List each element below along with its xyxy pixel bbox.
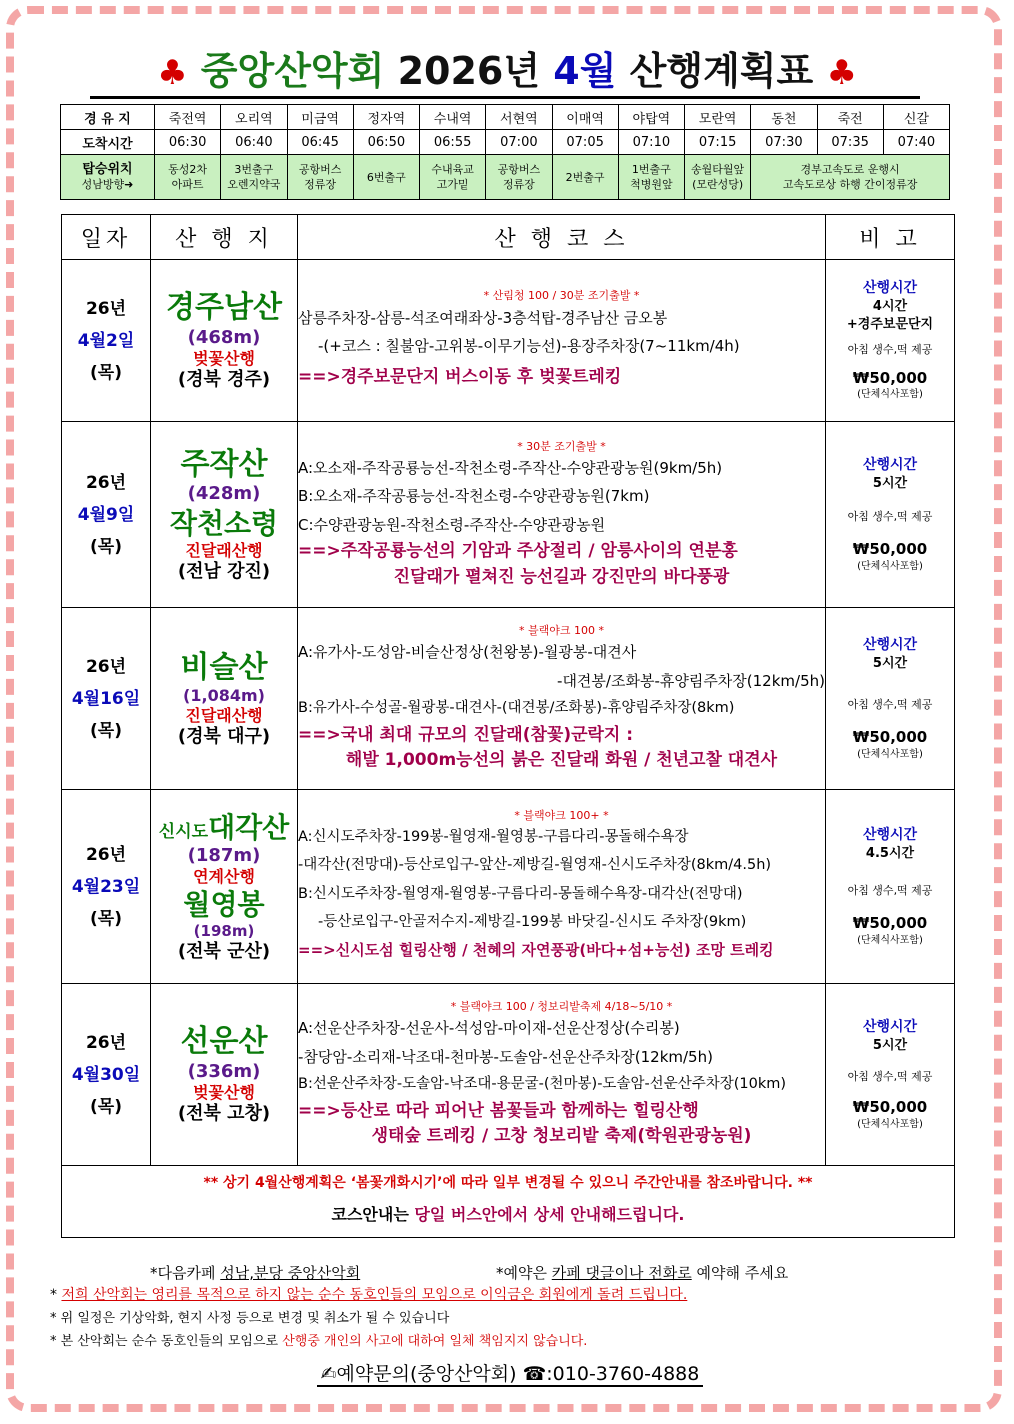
mountain-altitude: (187m) <box>187 844 261 866</box>
title-org: 중앙산악회 <box>200 49 385 93</box>
price: ₩50,000 <box>852 369 928 388</box>
course-highlight: ==>경주보문단지 버스이동 후 벚꽃트레킹 <box>298 366 622 387</box>
stop-time: 07:35 <box>817 130 883 155</box>
mountain-name: 비슬산 <box>180 649 268 685</box>
schedule-table <box>61 214 955 1238</box>
trip-date <box>62 260 151 422</box>
hike-time-label: 산행시간 <box>862 280 918 297</box>
course-line: B:오소재-주작공룡능선-작천소령-수양관광농원(7km) <box>298 487 650 506</box>
price: ₩50,000 <box>852 728 928 747</box>
price: ₩50,000 <box>852 540 928 559</box>
hike-time-value: 5시간 <box>872 475 908 491</box>
course-note: * 블랙야크 100 * <box>519 624 604 638</box>
club-right-icon: ♣ <box>826 53 857 93</box>
mountain-altitude: (1,084m) <box>183 686 265 705</box>
stops-table <box>60 104 950 200</box>
title-year: 2026년 <box>397 49 541 93</box>
phone-number: ☎:010-3760-4888 <box>522 1363 700 1385</box>
loc-line: 동성2차 <box>168 163 208 176</box>
stops-time-row <box>61 130 950 155</box>
price-note: (단체식사포함) <box>857 934 923 946</box>
stop-place: 이매역 <box>552 105 618 130</box>
cafe-reserve-line <box>50 1262 970 1284</box>
course-note: * 블랙야크 100 / 청보리밭축제 4/18~5/10 * <box>450 1000 673 1014</box>
trip-course <box>298 260 826 422</box>
mountain-altitude: (468m) <box>187 326 261 348</box>
stop-time: 06:55 <box>420 130 486 155</box>
mountain-name: 주작산 <box>180 446 268 482</box>
notice-line <box>50 1284 970 1307</box>
stop-time: 06:40 <box>221 130 287 155</box>
course-note: * 30분 조기출발 * <box>517 439 606 453</box>
club-left-icon: ♣ <box>157 53 188 93</box>
trip-row <box>62 422 955 608</box>
course-line: -대견봉/조화봉-휴양림주차장(12km/5h) <box>557 671 825 690</box>
header-date: 일자 <box>62 215 151 260</box>
trip-monthday: 4월2일 <box>77 330 135 351</box>
course-highlight: ==>주작공룡능선의 기암과 주상절리 / 암릉사이의 연분홍 <box>298 541 738 562</box>
course-line: 삼릉주차장-삼릉-석조여래좌상-3층석탑-경주남산 금오봉 <box>298 308 668 327</box>
hike-time-value: 4.5시간 <box>865 845 915 861</box>
reserve-b: 카페 댓글이나 전화로 <box>551 1264 692 1282</box>
stop-location <box>486 155 552 200</box>
footer-warning: ** 상기 4월산행계획은 ‘봄꽃개화시기’에 따라 일부 변경될 수 있으니 주간안내를 참조바랍니다. ** <box>203 1175 813 1191</box>
stop-location <box>287 155 353 200</box>
schedule-footer <box>62 1166 955 1238</box>
stop-place: 야탑역 <box>618 105 684 130</box>
trip-monthday: 4월30일 <box>71 1064 141 1085</box>
title-month: 4월 <box>553 49 617 93</box>
trip-theme: 벚꽃산행 <box>193 349 255 369</box>
mountain-region: (전북 군산) <box>177 940 271 962</box>
course-highlight: 생태숲 트레킹 / 고창 청보리밭 축제(학원관광농원) <box>371 1126 752 1147</box>
stop-location <box>353 155 419 200</box>
price-note: (단체식사포함) <box>857 389 923 401</box>
course-line: -등산로입구-안골저수지-제방길-199봉 바닷길-신시도 주차장(9km) <box>318 913 747 930</box>
course-line: C:수양관광농원-작천소령-주작산-수양관광농원 <box>298 515 606 534</box>
stop-time: 07:00 <box>486 130 552 155</box>
notice-bullet: * <box>50 1287 62 1303</box>
trip-course <box>298 790 826 984</box>
trip-note <box>826 422 955 608</box>
loc-line: (모란성당) <box>692 178 744 191</box>
loc-line: 정류장 <box>502 178 535 191</box>
trip-course <box>298 422 826 608</box>
price: ₩50,000 <box>852 1098 928 1117</box>
trip-course <box>298 608 826 790</box>
meal-info: 아침 생수,떡 제공 <box>847 884 933 898</box>
footer-guide-a: 코스안내는 <box>331 1205 415 1224</box>
mountain-region: (경북 대구) <box>177 726 271 747</box>
trip-row <box>62 790 955 984</box>
reserve-a: *예약은 <box>496 1264 552 1282</box>
loc-line: 공항버스 <box>497 163 541 176</box>
header-place: 산 행 지 <box>151 215 298 260</box>
trip-row <box>62 608 955 790</box>
trip-theme: 진달래산행 <box>185 706 263 725</box>
trip-weekday: (목) <box>90 1096 122 1117</box>
stops-label-place: 경 유 지 <box>61 105 155 130</box>
stop-location <box>618 155 684 200</box>
course-line: A:오소재-주작공룡능선-작천소령-주작산-수양관광농원(9km/5h) <box>298 458 723 477</box>
stop-place: 죽전역 <box>155 105 221 130</box>
notice-line: * 위 일정은 기상악화, 현지 사정 등으로 변경 및 취소가 될 수 있습니다 <box>50 1311 450 1326</box>
trip-weekday: (목) <box>90 908 122 929</box>
trip-row <box>62 260 955 422</box>
trip-note <box>826 984 955 1166</box>
course-line: B:유가사-수성골-월광봉-대견사-(대견봉/조화봉)-휴양림주차장(8km) <box>298 700 735 717</box>
reserve-c: 예약해 주세요 <box>691 1264 789 1282</box>
stop-time: 07:15 <box>685 130 751 155</box>
stop-location-highway <box>751 155 950 200</box>
hike-time-label: 산행시간 <box>862 826 918 843</box>
hike-time-label: 산행시간 <box>862 636 918 653</box>
loc-line: 수내육교 <box>431 163 474 176</box>
trip-row <box>62 984 955 1166</box>
trip-date <box>62 984 151 1166</box>
title-doc: 산행계획표 <box>629 49 814 93</box>
stops-label-location <box>61 155 155 200</box>
price-note: (단체식사포함) <box>857 560 923 572</box>
trip-year: 26년 <box>85 656 127 677</box>
notice-text: * 본 산악회는 순수 동호인들의 모임으로 <box>50 1334 283 1349</box>
trip-date <box>62 790 151 984</box>
hike-time-value: 5시간 <box>872 1037 908 1053</box>
footer-guide-b: 당일 버스안에서 상세 안내해드립니다. <box>414 1205 685 1224</box>
loc-line: 경부고속도로 운행시 <box>800 163 900 176</box>
header-course: 산 행 코 스 <box>298 215 826 260</box>
trip-mountain <box>151 790 298 984</box>
trip-course <box>298 984 826 1166</box>
loc-line: 1번출구 <box>631 163 671 176</box>
stops-place-row <box>61 105 950 130</box>
loc-line: 6번출구 <box>366 170 406 184</box>
stop-time: 07:40 <box>883 130 949 155</box>
label-boarding: 탑승위치 <box>82 162 133 177</box>
trip-theme: 연계산행 <box>193 867 255 887</box>
hike-time-value: 4시간 <box>872 299 908 315</box>
cafe-label: *다음카페 <box>150 1264 221 1282</box>
mountain-name: 경주남산 <box>166 290 282 326</box>
stop-place: 동천 <box>751 105 817 130</box>
header-note: 비 고 <box>826 215 955 260</box>
trip-monthday: 4월9일 <box>77 504 135 525</box>
hike-time-extra: +경주보문단지 <box>846 316 934 332</box>
course-highlight: ==>등산로 따라 피어난 봄꽃들과 함께하는 힐링산행 <box>298 1100 699 1121</box>
loc-line: 공항버스 <box>298 163 342 176</box>
trip-theme: 진달래산행 <box>185 540 263 560</box>
stop-time: 06:30 <box>155 130 221 155</box>
trip-note <box>826 608 955 790</box>
trip-year: 26년 <box>85 298 127 319</box>
price-note: (단체식사포함) <box>857 748 923 760</box>
trip-year: 26년 <box>85 844 127 865</box>
footer-cell <box>62 1166 955 1238</box>
loc-line: 아파트 <box>171 178 204 191</box>
stop-place: 서현역 <box>486 105 552 130</box>
hike-time-value: 5시간 <box>872 655 908 671</box>
loc-line: 고속도로상 하행 간이정류장 <box>782 178 918 191</box>
mountain-name-secondary: 작천소령 <box>169 506 279 540</box>
mountain-altitude: (428m) <box>187 483 261 505</box>
mountain-prefix: 신시도 <box>158 821 209 842</box>
stop-time: 07:10 <box>618 130 684 155</box>
course-line: A:유가사-도성암-비슬산정상(천왕봉)-월광봉-대견사 <box>298 643 637 662</box>
trip-year: 26년 <box>85 472 127 493</box>
hike-time-label: 산행시간 <box>862 1018 918 1035</box>
loc-line: 3번출구 <box>234 163 274 176</box>
stop-time: 06:45 <box>287 130 353 155</box>
trip-mountain <box>151 984 298 1166</box>
mountain-name: 대각산 <box>208 810 290 844</box>
stops-location-row <box>61 155 950 200</box>
course-highlight: ==>국내 최대 규모의 진달래(참꽃)군락지 : <box>298 724 634 745</box>
trip-monthday: 4월16일 <box>71 688 141 709</box>
contact-line <box>50 1359 970 1389</box>
course-line: A:선운산주차장-선운사-석성암-마이재-선운산정상(수리봉) <box>298 1019 680 1038</box>
course-highlight: 해발 1,000m능선의 붉은 진달래 화원 / 천년고찰 대견사 <box>345 750 778 771</box>
stop-location <box>552 155 618 200</box>
cafe-name: 성남,분당 중앙산악회 <box>220 1264 361 1282</box>
mountain-altitude: (336m) <box>187 1060 261 1082</box>
stop-location <box>155 155 221 200</box>
trip-theme: 벚꽃산행 <box>193 1083 255 1103</box>
trip-monthday: 4월23일 <box>71 876 141 897</box>
stop-place: 수내역 <box>420 105 486 130</box>
meal-info: 아침 생수,떡 제공 <box>847 698 933 712</box>
price-note: (단체식사포함) <box>857 1118 923 1130</box>
loc-line: 오렌지약국 <box>227 178 281 191</box>
contact-box <box>317 1363 704 1387</box>
notice-line <box>50 1330 970 1353</box>
course-highlight: 진달래가 펼쳐진 능선길과 강진만의 바다풍광 <box>393 566 730 587</box>
trip-year: 26년 <box>85 1032 127 1053</box>
notice-text: 저희 산악회는 영리를 목적으로 하지 않는 순수 동호인들의 모임으로 이익금은 회원에게 돌려 드립니다. <box>61 1287 688 1303</box>
course-line: -대각산(전망대)-등산로입구-앞산-제방길-월영재-신시도주차장(8km/4.5h) <box>298 857 772 874</box>
stop-place: 미금역 <box>287 105 353 130</box>
course-highlight: ==>신시도섬 힐링산행 / 천혜의 자연풍광(바다+섬+능선) 조망 트레킹 <box>298 941 774 960</box>
stop-place: 신갈 <box>883 105 949 130</box>
trip-weekday: (목) <box>90 362 122 383</box>
course-line: A:신시도주차장-199봉-월영재-월영봉-구름다리-몽돌해수욕장 <box>298 829 689 846</box>
course-line: -참당암-소리재-낙조대-천마봉-도솔암-선운산주차장(12km/5h) <box>298 1047 713 1066</box>
mountain-region: (전북 고창) <box>177 1103 271 1125</box>
price: ₩50,000 <box>852 914 928 933</box>
reserve-info <box>496 1262 788 1283</box>
hike-time-label: 산행시간 <box>862 456 918 473</box>
stop-location <box>221 155 287 200</box>
bottom-info <box>50 1262 970 1389</box>
loc-line: 척병원앞 <box>630 178 673 191</box>
schedule-header <box>62 215 955 260</box>
contact-label: ✍예약문의(중앙산악회) <box>320 1363 517 1385</box>
mountain-name-secondary: 월영봉 <box>183 888 265 922</box>
course-note: * 산림청 100 / 30분 조기출발 * <box>483 289 640 303</box>
trip-mountain <box>151 422 298 608</box>
course-note: * 블랙야크 100+ * <box>514 808 609 822</box>
footer-guide <box>62 1192 954 1237</box>
cafe-info <box>150 1262 360 1283</box>
stop-place: 정자역 <box>353 105 419 130</box>
label-direction: 성남방향➜ <box>81 178 134 191</box>
trip-mountain <box>151 608 298 790</box>
mountain-region: (경북 경주) <box>177 369 271 391</box>
meal-info: 아침 생수,떡 제공 <box>847 343 933 357</box>
stop-location <box>685 155 751 200</box>
mountain-name: 선운산 <box>180 1024 268 1060</box>
loc-line: 정류장 <box>304 178 337 191</box>
stop-location <box>420 155 486 200</box>
loc-line: 2번출구 <box>565 170 605 184</box>
stop-time: 07:30 <box>751 130 817 155</box>
trip-weekday: (목) <box>90 536 122 557</box>
stop-time: 07:05 <box>552 130 618 155</box>
loc-line: 송월타월앞 <box>691 163 745 176</box>
course-line: B:선운산주차장-도솔암-낙조대-용문굴-(천마봉)-도솔암-선운산주차장(10km) <box>298 1076 787 1093</box>
stop-place: 오리역 <box>221 105 287 130</box>
mountain-region: (전남 강진) <box>177 560 271 582</box>
stop-time: 06:50 <box>353 130 419 155</box>
trip-mountain <box>151 260 298 422</box>
stops-label-time: 도착시간 <box>61 130 155 155</box>
trip-date <box>62 422 151 608</box>
course-line: B:신시도주차장-월영재-월영봉-구름다리-몽돌해수욕장-대각산(전망대) <box>298 885 743 902</box>
notice-text-red: 산행중 개인의 사고에 대하여 일체 책임지지 않습니다. <box>282 1334 588 1349</box>
trip-date <box>62 608 151 790</box>
loc-line: 고가밑 <box>436 178 469 191</box>
meal-info: 아침 생수,떡 제공 <box>847 1070 933 1084</box>
stop-place: 모란역 <box>685 105 751 130</box>
trip-note <box>826 790 955 984</box>
trip-weekday: (목) <box>90 720 122 741</box>
trip-note <box>826 260 955 422</box>
title-underline <box>90 96 920 99</box>
meal-info: 아침 생수,떡 제공 <box>847 510 933 524</box>
mountain-altitude-secondary: (198m) <box>193 922 255 941</box>
course-line: -(+코스 : 칠불암-고위봉-이무기능선)-용장주차장(7~11km/4h) <box>318 337 740 356</box>
page-title <box>60 44 954 98</box>
stop-place: 죽전 <box>817 105 883 130</box>
